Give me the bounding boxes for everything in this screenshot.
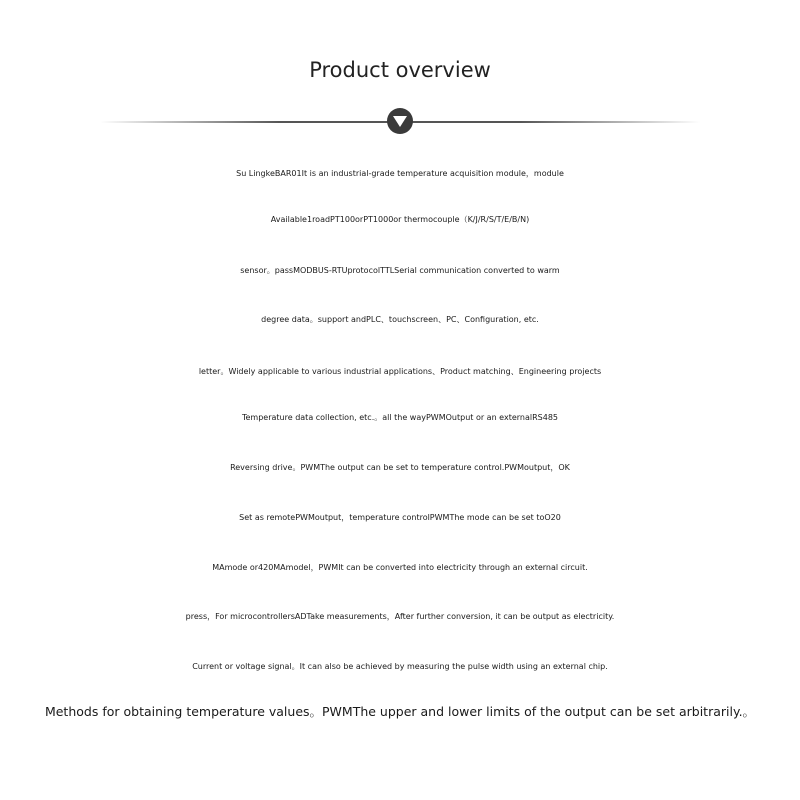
page-title: Product overview: [309, 58, 491, 82]
overview-line-12: Methods for obtaining temperature values。PWMThe upper and lower limits of the output can be set arbitrarily.。: [44, 704, 756, 719]
overview-line-1: Su LingkeBAR01It is an industrial-grade temperature acquisition module，module: [236, 169, 564, 178]
overview-line-10: press，For microcontrollersADTake measurements，After further conversion, it can be output as electricity.: [185, 612, 615, 621]
overview-line-6: Temperature data collection, etc.。all the wayPWMOutput or an externalRS485: [241, 413, 559, 422]
overview-line-7: Reversing drive。PWMThe output can be set to temperature control.PWMoutput，OK: [230, 463, 570, 472]
overview-line-9: MAmode or420MAmodel，PWMIt can be converted into electricity through an external circuit.: [212, 563, 588, 572]
overview-line-11: Current or voltage signal。It can also be achieved by measuring the pulse width using an external chip.: [192, 662, 608, 671]
overview-line-4: degree data。support andPLC、touchscreen、PC、Configuration, etc.: [261, 315, 539, 324]
overview-line-2: Available1roadPT100orPT1000or thermocouple（K/J/R/S/T/E/B/N): [270, 215, 530, 224]
overview-line-3: sensor。passMODBUS-RTUprotocolTTLSerial communication converted to warm: [240, 266, 560, 275]
overview-line-5: letter。Widely applicable to various industrial applications、Product matching、Engineering projects: [198, 367, 602, 376]
chevron-down-icon: [387, 108, 413, 134]
overview-line-8: Set as remotePWMoutput，temperature controlPWMThe mode can be set toO20: [239, 513, 561, 522]
divider-badge: [387, 108, 413, 134]
